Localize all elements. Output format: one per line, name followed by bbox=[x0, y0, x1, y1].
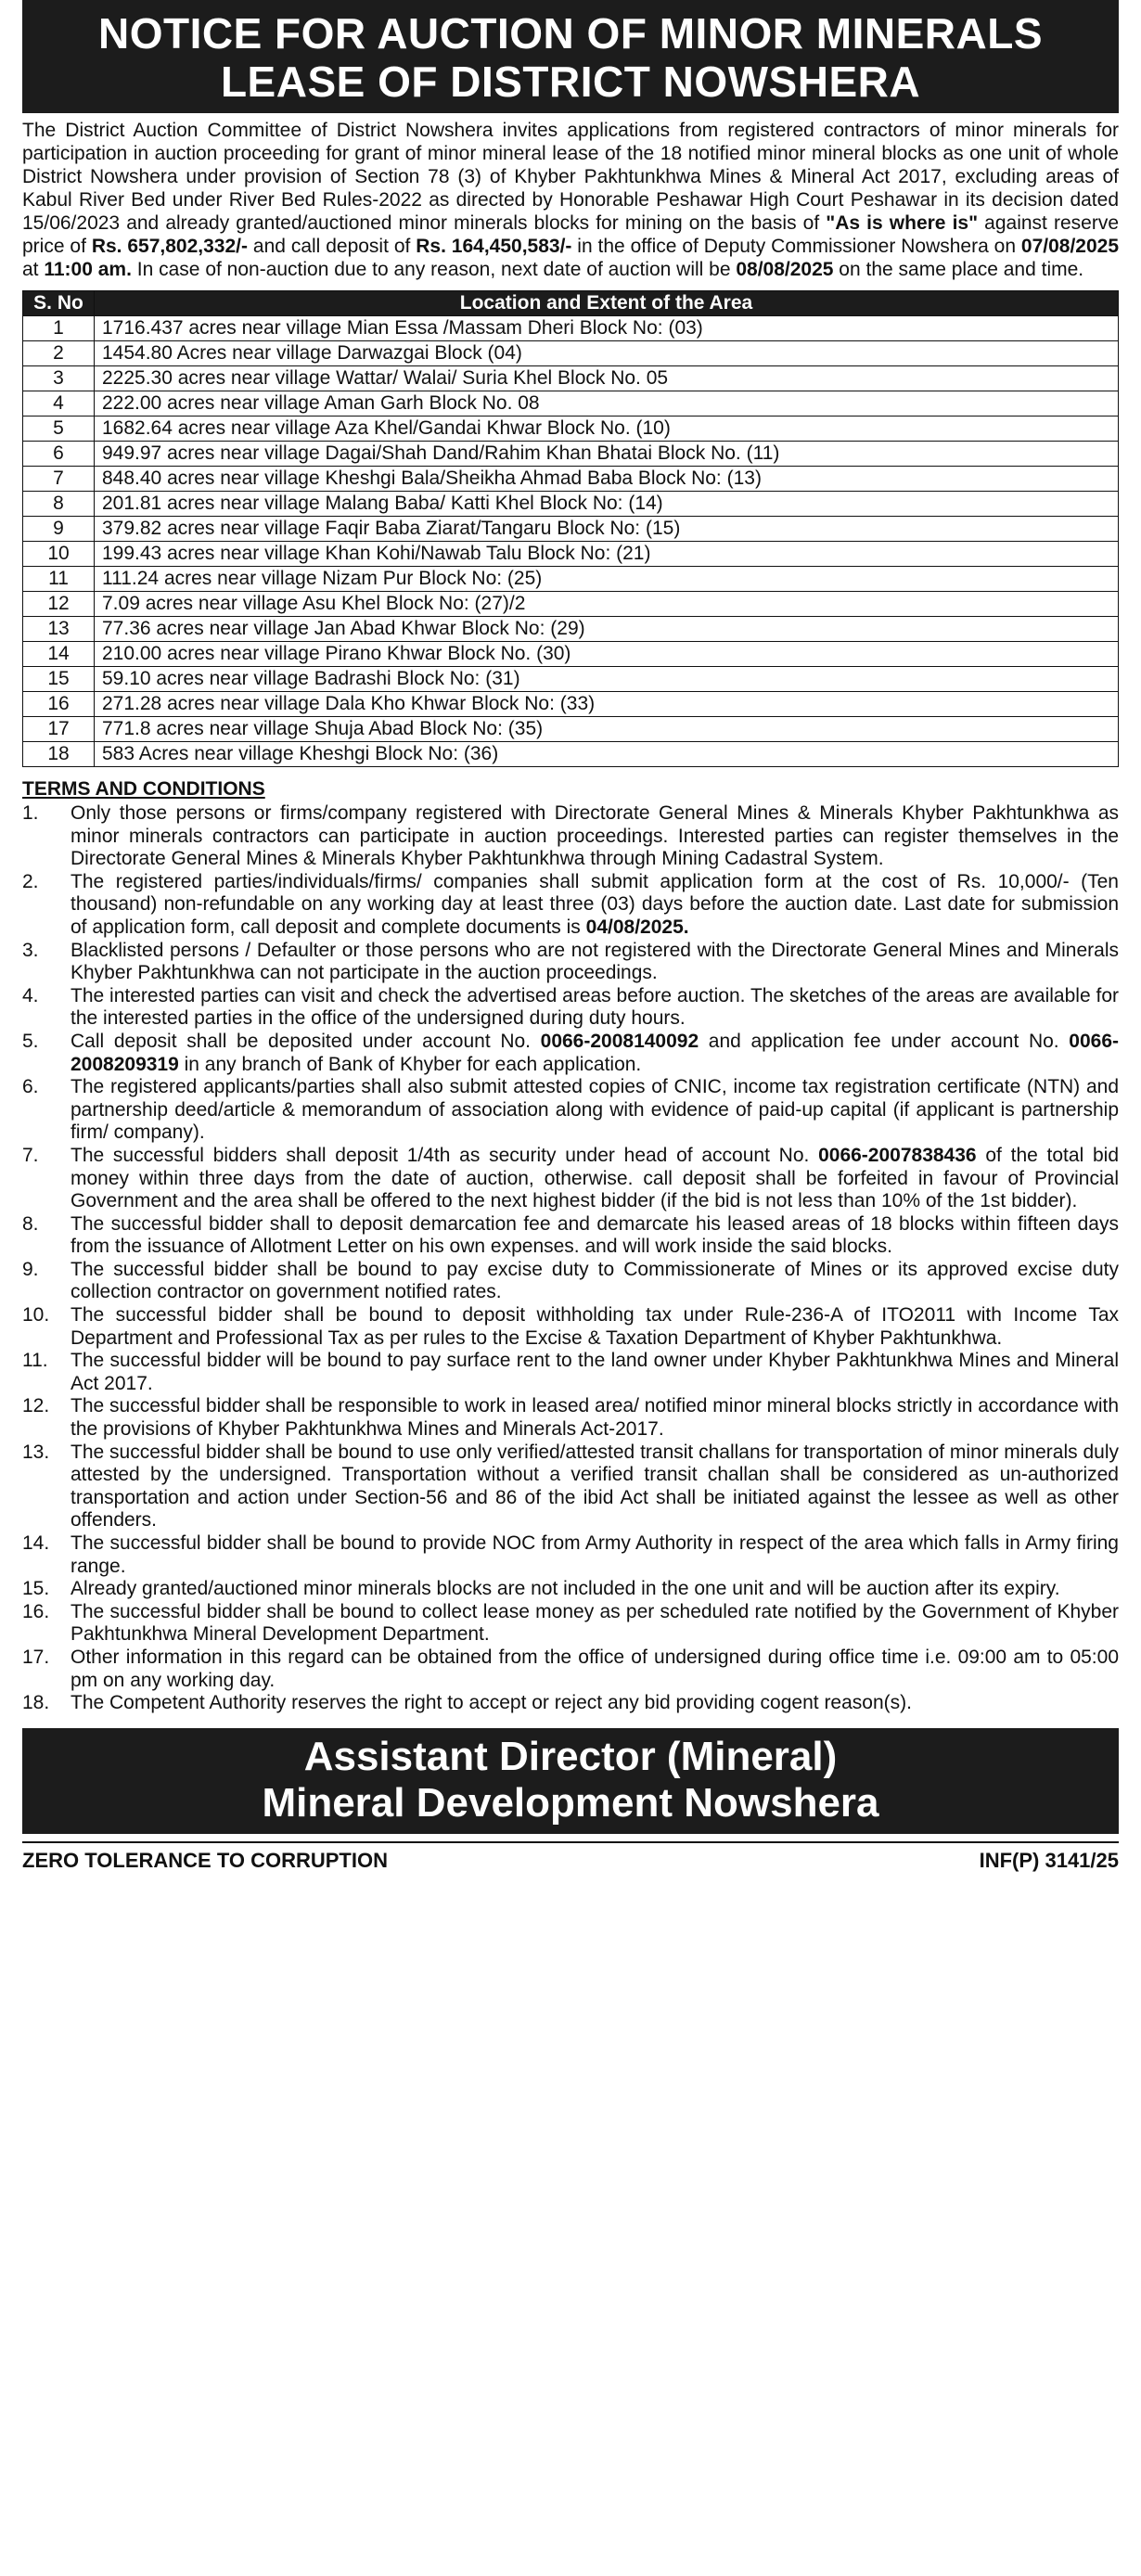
term-text: The registered parties/individuals/firms/ companies shall submit application form at the cost of Rs. 10,000/- (Ten thousand) non-refundable on any working day at least three (03) days before the auction date. Last date for submission of application form, call deposit and complete documents is bbox=[71, 870, 1119, 938]
table-row bbox=[23, 417, 1119, 442]
term-text: The Competent Authority reserves the right to accept or reject any bid providing cogent reason(s). bbox=[71, 1692, 912, 1714]
table-row bbox=[23, 316, 1119, 341]
term-item bbox=[22, 1692, 1119, 1715]
table-row bbox=[23, 366, 1119, 391]
term-number: 4. bbox=[22, 984, 39, 1006]
auction-date: 07/08/2025 bbox=[1020, 236, 1120, 257]
term-item bbox=[22, 1395, 1119, 1441]
intro-paragraph bbox=[22, 119, 1119, 281]
auction-notice bbox=[22, 0, 1119, 1873]
signatory-designation: Assistant Director (Mineral) bbox=[303, 1733, 838, 1779]
inf-reference: INF(P) 3141/25 bbox=[979, 1848, 1119, 1872]
row-location: 199.43 acres near village Khan Kohi/Nawab Talu Block No: (21) bbox=[95, 542, 1119, 567]
term-item bbox=[22, 1213, 1119, 1259]
term-text: The successful bidder shall to deposit demarcation fee and demarcate his leased areas of 18 blocks within fifteen days from the issuance of Allotment Letter on his own expenses. and will work inside the said blocks. bbox=[71, 1212, 1119, 1258]
intro-text: at bbox=[22, 259, 45, 280]
row-sno: 16 bbox=[23, 692, 95, 717]
term-item bbox=[22, 1031, 1119, 1076]
table-row bbox=[23, 592, 1119, 617]
table-row bbox=[23, 717, 1119, 742]
term-text: The successful bidder shall be bound to use only verified/attested transit challans for transportation of minor minerals duly attested by the undersigned. Transportation without a verified transit challan shall be considered as un-authorized transportation and action under Section-56 and 86 of the ibid Act shall be initiated against the lessee as well as other offenders. bbox=[71, 1441, 1119, 1532]
row-sno: 17 bbox=[23, 717, 95, 742]
term-bold-value: 0066-2007838436 bbox=[818, 1144, 977, 1166]
bottom-line bbox=[22, 1841, 1119, 1873]
term-number: 5. bbox=[22, 1030, 39, 1052]
notice-title-line-1: NOTICE FOR AUCTION OF MINOR MINERALS bbox=[97, 9, 1044, 58]
term-text: in any branch of Bank of Khyber for each application. bbox=[178, 1053, 642, 1075]
intro-text: and call deposit of bbox=[248, 236, 417, 257]
term-item bbox=[22, 940, 1119, 985]
term-text: The successful bidder shall be bound to provide NOC from Army Authority in respect of the area which falls in Army firing range. bbox=[71, 1532, 1119, 1577]
term-item bbox=[22, 1304, 1119, 1350]
intro-text: on the same place and time. bbox=[833, 259, 1084, 280]
table-row bbox=[23, 617, 1119, 642]
row-sno: 8 bbox=[23, 492, 95, 517]
term-number: 14. bbox=[22, 1532, 50, 1554]
row-sno: 7 bbox=[23, 467, 95, 492]
term-text: The interested parties can visit and check the advertised areas before auction. The sketches of the areas are available for the interested parties in the office of the undersigned during duty hours. bbox=[71, 984, 1119, 1030]
term-bold-value: 0066-2008140092 bbox=[540, 1030, 699, 1052]
term-text: Only those persons or firms/company registered with Directorate General Mines & Minerals Khyber Pakhtunkhwa as minor minerals contractors can participate in auction proceedings. Interested parties can register themselves in the Directorate General Mines & Minerals Khyber Pakhtunkhwa through Mining Cadastral System. bbox=[71, 802, 1119, 870]
term-number: 1. bbox=[22, 802, 39, 824]
intro-text: against reserve price of bbox=[22, 212, 1119, 257]
table-row bbox=[23, 492, 1119, 517]
row-sno: 10 bbox=[23, 542, 95, 567]
row-location: 848.40 acres near village Kheshgi Bala/Sheikha Ahmad Baba Block No: (13) bbox=[95, 467, 1119, 492]
table-row bbox=[23, 542, 1119, 567]
term-number: 12. bbox=[22, 1395, 50, 1417]
term-text: Call deposit shall be deposited under account No. bbox=[71, 1030, 541, 1052]
term-number: 15. bbox=[22, 1578, 50, 1600]
term-text: The successful bidder shall be bound to collect lease money as per scheduled rate notified by the Government of Khyber Pakhtunkhwa Mineral Development Department. bbox=[71, 1600, 1119, 1646]
table-row bbox=[23, 341, 1119, 366]
terms-list bbox=[22, 802, 1119, 1715]
row-location: 1454.80 Acres near village Darwazgai Block (04) bbox=[95, 341, 1119, 366]
term-text: Blacklisted persons / Defaulter or those persons who are not registered with the Directorate General Mines and Minerals Khyber Pakhtunkhwa can not participate in the auction proceedings. bbox=[71, 939, 1119, 984]
column-header-sno: S. No bbox=[23, 291, 95, 316]
mineral-blocks-table bbox=[22, 290, 1119, 767]
reserve-price: Rs. 657,802,332/- bbox=[91, 236, 248, 257]
intro-text: In case of non-auction due to any reason, next date of auction will be bbox=[131, 259, 737, 280]
row-location: 271.28 acres near village Dala Kho Khwar Block No: (33) bbox=[95, 692, 1119, 717]
term-text: The successful bidder shall be bound to deposit withholding tax under Rule-236-A of ITO2011 with Income Tax Department and Professional Tax as per rules to the Excise & Taxation Department of Khyber Pakhtunkhwa. bbox=[71, 1304, 1119, 1349]
term-item bbox=[22, 1578, 1119, 1601]
row-location: 379.82 acres near village Faqir Baba Ziarat/Tangaru Block No: (15) bbox=[95, 517, 1119, 542]
slogan: ZERO TOLERANCE TO CORRUPTION bbox=[22, 1848, 388, 1872]
row-location: 949.97 acres near village Dagai/Shah Dand/Rahim Khan Bhatai Block No. (11) bbox=[95, 442, 1119, 467]
row-location: 222.00 acres near village Aman Garh Block No. 08 bbox=[95, 391, 1119, 417]
term-item bbox=[22, 802, 1119, 871]
term-number: 11. bbox=[22, 1350, 48, 1372]
term-text: The successful bidder will be bound to pay surface rent to the land owner under Khyber Pakhtunkhwa Mines and Mineral Act 2017. bbox=[71, 1350, 1119, 1394]
row-sno: 9 bbox=[23, 517, 95, 542]
table-row bbox=[23, 567, 1119, 592]
row-sno: 6 bbox=[23, 442, 95, 467]
row-location: 59.10 acres near village Badrashi Block No: (31) bbox=[95, 667, 1119, 692]
row-location: 2225.30 acres near village Wattar/ Walai/ Suria Khel Block No. 05 bbox=[95, 366, 1119, 391]
row-sno: 4 bbox=[23, 391, 95, 417]
term-text: The successful bidders shall deposit 1/4th as security under head of account No. bbox=[71, 1144, 819, 1166]
term-bold-value: 04/08/2025. bbox=[585, 916, 689, 938]
term-item bbox=[22, 871, 1119, 940]
term-number: 13. bbox=[22, 1441, 50, 1463]
table-row bbox=[23, 467, 1119, 492]
term-item bbox=[22, 1647, 1119, 1692]
term-item bbox=[22, 1259, 1119, 1304]
term-text: Other information in this regard can be obtained from the office of undersigned during office time i.e. 09:00 am to 05:00 pm on any working day. bbox=[71, 1646, 1119, 1691]
term-text: of the total bid money within three days from the date of auction, otherwise. call deposit shall be forfeited in favour of Provincial Government and the area shall be offered to the next highest bidder (if the bid is not less than 10% of the 1st bidder). bbox=[71, 1144, 1120, 1212]
term-number: 8. bbox=[22, 1212, 39, 1235]
term-bold-value: 0066-2008209319 bbox=[71, 1030, 1119, 1075]
row-sno: 14 bbox=[23, 642, 95, 667]
term-item bbox=[22, 985, 1119, 1031]
auction-time: 11:00 am. bbox=[44, 259, 132, 280]
term-number: 10. bbox=[22, 1304, 50, 1326]
row-sno: 18 bbox=[23, 742, 95, 767]
term-text: The registered applicants/parties shall also submit attested copies of CNIC, income tax registration certificate (NTN) and partnership deed/article & memorandum of association along with evidence of paid-up capital (if applicant is partnership firm/ company). bbox=[71, 1076, 1119, 1144]
table-row bbox=[23, 642, 1119, 667]
column-header-location: Location and Extent of the Area bbox=[95, 291, 1119, 316]
row-location: 1682.64 acres near village Aza Khel/Gandai Khwar Block No. (10) bbox=[95, 417, 1119, 442]
row-sno: 2 bbox=[23, 341, 95, 366]
intro-bold: "As is where is" bbox=[826, 212, 979, 234]
table-body bbox=[23, 316, 1119, 767]
intro-text: in the office of Deputy Commissioner Nowshera on bbox=[571, 236, 1021, 257]
term-item bbox=[22, 1442, 1119, 1532]
row-location: 210.00 acres near village Pirano Khwar Block No. (30) bbox=[95, 642, 1119, 667]
table-row bbox=[23, 742, 1119, 767]
signatory-band bbox=[22, 1728, 1119, 1834]
term-text: Already granted/auctioned minor minerals blocks are not included in the one unit and will be auction after its expiry. bbox=[71, 1578, 1060, 1600]
term-text: The successful bidder shall be bound to pay excise duty to Commissionerate of Mines or its approved excise duty collection contractor on government notified rates. bbox=[71, 1258, 1119, 1303]
term-item bbox=[22, 1076, 1119, 1145]
next-auction-date: 08/08/2025 bbox=[736, 259, 834, 280]
term-item bbox=[22, 1601, 1119, 1647]
term-number: 7. bbox=[22, 1144, 39, 1166]
row-sno: 5 bbox=[23, 417, 95, 442]
term-number: 2. bbox=[22, 870, 39, 892]
table-row bbox=[23, 667, 1119, 692]
term-item bbox=[22, 1350, 1119, 1395]
call-deposit: Rs. 164,450,583/- bbox=[416, 236, 572, 257]
table-header-row bbox=[23, 291, 1119, 316]
table-row bbox=[23, 517, 1119, 542]
terms-heading: TERMS AND CONDITIONS bbox=[22, 778, 265, 800]
row-location: 7.09 acres near village Asu Khel Block No: (27)/2 bbox=[95, 592, 1119, 617]
term-item bbox=[22, 1532, 1119, 1578]
term-number: 6. bbox=[22, 1076, 39, 1098]
term-number: 9. bbox=[22, 1258, 39, 1280]
table-row bbox=[23, 391, 1119, 417]
term-number: 18. bbox=[22, 1692, 50, 1714]
term-number: 16. bbox=[22, 1600, 50, 1622]
row-location: 111.24 acres near village Nizam Pur Block No: (25) bbox=[95, 567, 1119, 592]
row-location: 77.36 acres near village Jan Abad Khwar Block No: (29) bbox=[95, 617, 1119, 642]
term-number: 17. bbox=[22, 1646, 50, 1668]
term-number: 3. bbox=[22, 939, 39, 961]
term-text: The successful bidder shall be responsible to work in leased area/ notified minor mineral blocks strictly in accordance with the provisions of Khyber Pakhtunkhwa Mines and Minerals Act-2017. bbox=[71, 1395, 1119, 1441]
row-sno: 12 bbox=[23, 592, 95, 617]
row-location: 771.8 acres near village Shuja Abad Block No: (35) bbox=[95, 717, 1119, 742]
row-location: 201.81 acres near village Malang Baba/ Katti Khel Block No: (14) bbox=[95, 492, 1119, 517]
row-location: 1716.437 acres near village Mian Essa /Massam Dheri Block No: (03) bbox=[95, 316, 1119, 341]
term-text: and application fee under account No. bbox=[699, 1030, 1070, 1052]
row-sno: 13 bbox=[23, 617, 95, 642]
notice-title-line-2: LEASE OF DISTRICT NOWSHERA bbox=[220, 58, 921, 106]
row-sno: 15 bbox=[23, 667, 95, 692]
row-location: 583 Acres near village Kheshgi Block No: (36) bbox=[95, 742, 1119, 767]
row-sno: 1 bbox=[23, 316, 95, 341]
row-sno: 11 bbox=[23, 567, 95, 592]
term-item bbox=[22, 1145, 1119, 1213]
table-row bbox=[23, 442, 1119, 467]
table-row bbox=[23, 692, 1119, 717]
row-sno: 3 bbox=[23, 366, 95, 391]
notice-title-band bbox=[22, 0, 1119, 113]
signatory-office: Mineral Development Nowshera bbox=[262, 1779, 879, 1826]
intro-text: The District Auction Committee of District Nowshera invites applications from registered contractors of minor minerals for participation in auction proceeding for grant of minor mineral lease of the 18 notified minor mineral blocks as one unit of whole District Nowshera under provision of Section 78 (3) of Khyber Pakhtunkhwa Mines & Mineral Act 2017, excluding areas of Kabul River Bed under River Bed Rules-2022 as directed by Honorable Peshawar High Court Peshawar in its decision dated 15/06/2023 and already granted/auctioned minor minerals blocks for mining on the basis of bbox=[22, 120, 1119, 234]
